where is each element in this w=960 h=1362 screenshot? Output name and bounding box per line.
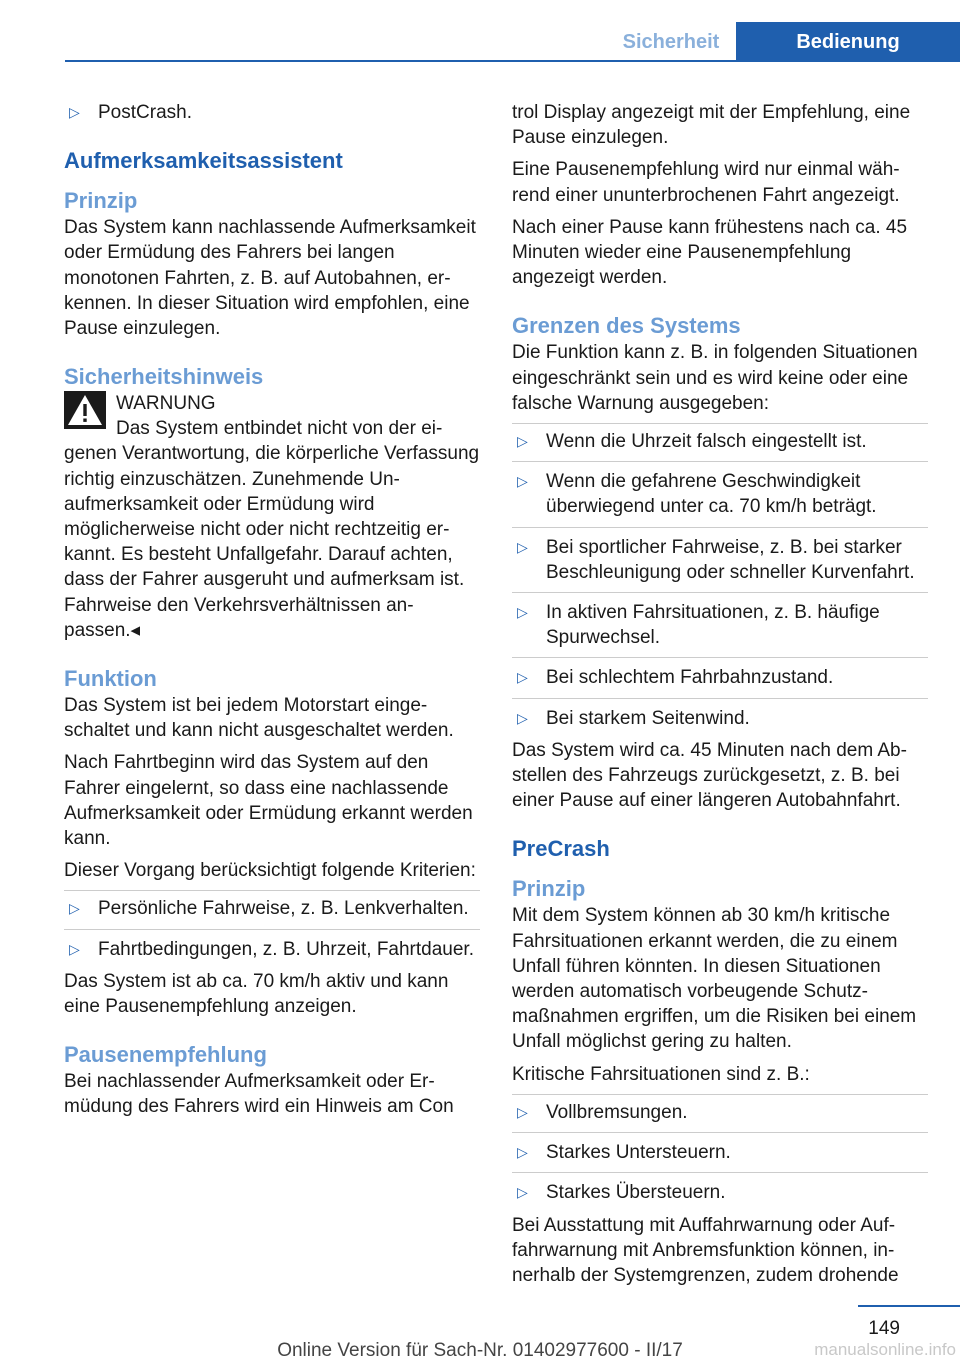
list-item: ▷ Wenn die Uhrzeit falsch eingestellt ist. bbox=[512, 423, 928, 454]
list-item: ▷ Vollbremsungen. bbox=[512, 1094, 928, 1125]
right-column bbox=[512, 100, 928, 1295]
warning-text: Das System entbindet nicht von der eigenen Verantwortung, die körperliche Verfassung richtig einzuschätzen. Zunehmende Unaufmerksamkeit oder Ermüdung wird möglicherweise nicht oder nicht rechtzeitig erkannt. Es besteht Unfallgefahr. Darauf achten, dass der Fahrer ausgeruht und aufmerksam ist. Fahrweise den Verkehrsverhältnissen anpassen.◂ bbox=[64, 418, 480, 641]
section-title-aufmerksamkeitsassistent: Aufmerksamkeitsassistent bbox=[64, 148, 343, 174]
page-header bbox=[0, 0, 960, 62]
paragraph-prinzip: Das System kann nachlassende Aufmerksamkeit oder Ermüdung des Fahrers bei langen monotonen Fahrten, z. B. auf Autobahnen, erkennen. In dieser Situation wird empfohlen, eine Pause einzulegen. bbox=[64, 217, 476, 340]
triangle-bullet-icon: ▷ bbox=[517, 1144, 528, 1161]
paragraph-kritisch: Kritische Fahrsituationen sind z. B.: bbox=[512, 1063, 810, 1085]
paragraph-pause-2: Eine Pausenempfehlung wird nur einmal während einer ununterbrochenen Fahrt angezeigt. bbox=[512, 159, 900, 206]
list-item: ▷ In aktiven Fahrsituationen, z. B. häufige Spurwechsel. bbox=[512, 592, 928, 650]
paragraph-pause-1-continued: trol Display angezeigt mit der Empfehlung, eine Pause einzulegen. bbox=[512, 102, 911, 149]
triangle-bullet-icon: ▷ bbox=[69, 940, 80, 957]
triangle-bullet-icon: ▷ bbox=[517, 709, 528, 726]
triangle-bullet-icon: ▷ bbox=[517, 669, 528, 686]
list-item: ▷ PostCrash. bbox=[64, 100, 480, 125]
paragraph-funktion-4: Das System ist ab ca. 70 km/h aktiv und kann eine Pausenempfehlung anzeigen. bbox=[64, 970, 449, 1018]
warning-title: WARNUNG bbox=[116, 393, 216, 415]
triangle-bullet-icon: ▷ bbox=[517, 433, 528, 450]
list-item: ▷ Starkes Übersteuern. bbox=[512, 1172, 928, 1205]
section-title-precrash: PreCrash bbox=[512, 836, 610, 862]
triangle-bullet-icon: ▷ bbox=[517, 1103, 528, 1120]
warning-box bbox=[64, 391, 480, 441]
list-item: ▷ Wenn die gefahrene Geschwindigkeit überwiegend unter ca. 70 km/h beträgt. bbox=[512, 461, 928, 519]
tab-bedienung[interactable]: Bedienung bbox=[736, 22, 960, 60]
triangle-bullet-icon: ▷ bbox=[517, 1184, 528, 1201]
subheading-grenzen: Grenzen des Systems bbox=[512, 313, 741, 339]
criteria-list bbox=[64, 890, 480, 961]
subheading-sicherheitshinweis: Sicherheitshinweis bbox=[64, 364, 264, 390]
subheading-pausenempfehlung: Pausenempfehlung bbox=[64, 1042, 267, 1068]
online-version-note: Online Version für Sach-Nr. 01402977600 - II/17 bbox=[277, 1340, 683, 1361]
watermark: manualsonline.info bbox=[814, 1340, 956, 1359]
list-item: ▷ Persönliche Fahrweise, z. B. Lenkverhalten. bbox=[64, 890, 480, 921]
triangle-bullet-icon: ▷ bbox=[517, 473, 528, 490]
limits-list bbox=[512, 423, 928, 731]
warning-triangle-icon bbox=[64, 391, 106, 429]
paragraph-grenzen: Die Funktion kann z. B. in folgenden Situationen eingeschränkt sein und es wird keine oder eine falsche Warnung ausgegeben: bbox=[512, 342, 918, 414]
tab-sicherheit[interactable]: Sicherheit bbox=[622, 31, 720, 53]
postcrash-list bbox=[64, 100, 480, 125]
triangle-bullet-icon: ▷ bbox=[69, 900, 80, 917]
list-item: ▷ Fahrtbedingungen, z. B. Uhrzeit, Fahrtdauer. bbox=[64, 929, 480, 962]
paragraph-pause-1: Bei nachlassender Aufmerksamkeit oder Ermüdung des Fahrers wird ein Hinweis am Con bbox=[64, 1071, 454, 1118]
list-item: ▷ Bei starkem Seitenwind. bbox=[512, 698, 928, 731]
critical-situations-list bbox=[512, 1094, 928, 1206]
triangle-bullet-icon: ▷ bbox=[517, 538, 528, 555]
list-item: ▷ Bei schlechtem Fahrbahnzustand. bbox=[512, 657, 928, 690]
subheading-prinzip-precrash: Prinzip bbox=[512, 876, 586, 902]
left-column bbox=[64, 100, 480, 1127]
paragraph-funktion-1: Das System ist bei jedem Motorstart eingeschaltet und kann nicht ausgeschaltet werden. bbox=[64, 695, 454, 742]
subheading-prinzip: Prinzip bbox=[64, 188, 138, 214]
paragraph-funktion-2: Nach Fahrtbeginn wird das System auf den Fahrer eingelernt, so dass eine nachlassende Aufmerksamkeit oder Ermüdung erkannt werden kann. bbox=[64, 752, 473, 850]
footer-rule bbox=[858, 1305, 960, 1307]
paragraph-reset: Das System wird ca. 45 Minuten nach dem Abstellen des Fahrzeugs zurückgesetzt, z. B. bei einer Pause auf einer längeren Autobahnfahrt. bbox=[512, 739, 907, 812]
header-rule bbox=[65, 60, 960, 62]
triangle-bullet-icon: ▷ bbox=[69, 104, 80, 120]
page-number: 149 bbox=[868, 1318, 900, 1339]
paragraph-funktion-3: Dieser Vorgang berücksichtigt folgende Kriterien: bbox=[64, 860, 476, 882]
paragraph-ausstattung: Bei Ausstattung mit Auffahrwarnung oder Auffahrwarnung mit Anbremsfunktion können, innerhalb der Systemgrenzen, zudem drohende bbox=[512, 1214, 899, 1286]
paragraph-pause-3: Nach einer Pause kann frühestens nach ca. 45 Minuten wieder eine Pausenempfehlung angezeigt werden. bbox=[512, 216, 908, 289]
subheading-funktion: Funktion bbox=[64, 666, 157, 692]
list-item: ▷ Bei sportlicher Fahrweise, z. B. bei starker Beschleunigung oder schneller Kurvenfahrt. bbox=[512, 527, 928, 585]
paragraph-precrash: Mit dem System können ab 30 km/h kritische Fahrsituationen erkannt werden, die zu einem Unfall führen könnten. In diesen Situationen werden automatisch vorbeugende Schutzmaßnahmen ergriffen, um die Risiken bei einem Unfall möglichst gering zu halten. bbox=[512, 905, 917, 1053]
triangle-bullet-icon: ▷ bbox=[517, 604, 528, 621]
list-item: ▷ Starkes Untersteuern. bbox=[512, 1132, 928, 1165]
